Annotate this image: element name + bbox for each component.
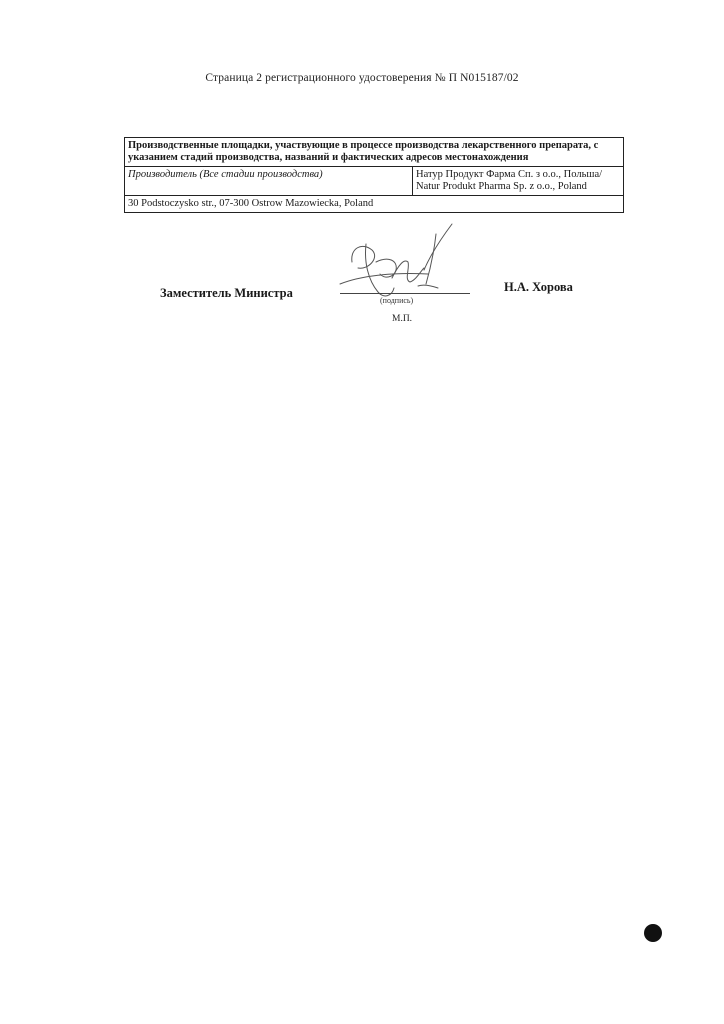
page-header: Страница 2 регистрационного удостоверения № П N015187/02	[205, 72, 519, 84]
table-heading: Производственные площадки, участвующие в процессе производства лекарственного препарата, с указанием стадий производства, названий и фактических адресов местонахождения	[125, 138, 624, 167]
signer-title: Заместитель Министра	[160, 286, 293, 300]
table-row	[125, 167, 624, 196]
hole-punch-dot	[644, 924, 662, 942]
stamp-mark: М.П.	[392, 314, 413, 324]
manufacturer-role: Производитель (Все стадии производства)	[125, 167, 413, 196]
manufacturer-address: 30 Podstoczysko str., 07-300 Ostrow Mazowiecka, Poland	[125, 196, 624, 213]
production-sites-table	[124, 137, 624, 213]
signer-name: Н.А. Хорова	[504, 280, 573, 294]
signature-caption: (подпись)	[380, 296, 414, 305]
table-row	[125, 196, 624, 213]
table-heading-row	[125, 138, 624, 167]
manufacturer-name: Натур Продукт Фарма Сп. з о.о., Польша/ Natur Produkt Pharma Sp. z o.o., Poland	[413, 167, 624, 196]
signature-line	[340, 293, 470, 294]
